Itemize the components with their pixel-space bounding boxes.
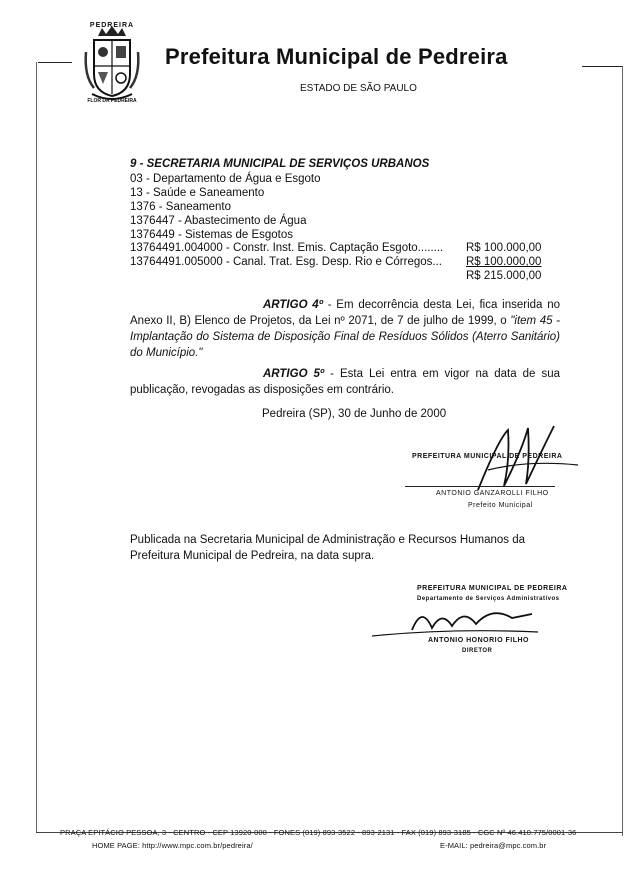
crest-top-text: PEDREIRA bbox=[89, 22, 135, 29]
budget-item-amount: R$ 100.000,00 bbox=[466, 256, 542, 268]
mayor-name: ANTONIO GANZAROLLI FILHO bbox=[436, 490, 549, 497]
header-rule-left bbox=[38, 62, 72, 63]
footer-email: E-MAIL: pedreira@mpc.com.br bbox=[440, 841, 547, 850]
footer-address: PRAÇA EPITÁCIO PESSOA, 3 - CENTRO - CEP 13920-000 - FONES (019) 893-3522 - 893-2131 - FAX (019) 893-3185 - CGC Nº 46.410.775/0001-36 bbox=[60, 828, 577, 837]
artigo-4-quote: "item 45 - Implantação do Sistema de Disposição Final de Resíduos Sólidos (Aterro Sanitário) do Município." bbox=[130, 315, 560, 359]
section-title: 9 - SECRETARIA MUNICIPAL DE SERVIÇOS URBANOS bbox=[130, 158, 430, 170]
director-role: DIRETOR bbox=[462, 648, 493, 654]
artigo-4-label: ARTIGO 4º bbox=[263, 299, 323, 311]
right-margin-line bbox=[622, 66, 623, 836]
budget-total: R$ 215.000,00 bbox=[466, 270, 542, 282]
municipal-crest bbox=[80, 22, 144, 108]
director-name: ANTONIO HONORIO FILHO bbox=[428, 637, 529, 644]
budget-item-amount: R$ 100.000,00 bbox=[466, 242, 542, 254]
mayor-role: Prefeito Municipal bbox=[468, 502, 533, 509]
section-line: 1376449 - Sistemas de Esgotos bbox=[130, 229, 294, 241]
budget-item-label: 13764491.004000 - Constr. Inst. Emis. Captação Esgoto........ bbox=[130, 242, 444, 254]
section-line: 03 - Departamento de Água e Esgoto bbox=[130, 173, 321, 185]
date-line: Pedreira (SP), 30 de Junho de 2000 bbox=[262, 408, 447, 420]
director-stamp: PREFEITURA MUNICIPAL DE PEDREIRA bbox=[417, 585, 568, 592]
page-subtitle: ESTADO DE SÃO PAULO bbox=[300, 83, 417, 94]
crest-bottom-text: FLOR DA PEDREIRA bbox=[87, 98, 137, 104]
director-department: Departamento de Serviços Administrativos bbox=[417, 596, 560, 602]
publication-note: Publicada na Secretaria Municipal de Administração e Recursos Humanos da Prefeitura Municipal de Pedreira, na data supra. bbox=[130, 534, 526, 562]
artigo-4-paragraph bbox=[130, 297, 560, 361]
header-rule-right bbox=[582, 66, 622, 67]
artigo-5-label: ARTIGO 5º bbox=[263, 368, 325, 380]
page-title: Prefeitura Municipal de Pedreira bbox=[165, 44, 508, 69]
left-margin-line bbox=[36, 62, 37, 832]
mayor-signature-line bbox=[405, 486, 555, 487]
section-line: 1376 - Saneamento bbox=[130, 201, 232, 213]
budget-item-label: 13764491.005000 - Canal. Trat. Esg. Desp. Rio e Córregos... bbox=[130, 256, 442, 268]
footer-homepage: HOME PAGE: http://www.mpc.com.br/pedreira/ bbox=[92, 841, 253, 850]
artigo-5-paragraph bbox=[130, 366, 560, 398]
section-line: 13 - Saúde e Saneamento bbox=[130, 187, 265, 199]
artigo-5-text: - Esta Lei entra em vigor na data de sua publicação, revogadas as disposições em contrário. bbox=[130, 368, 560, 396]
mayor-stamp: PREFEITURA MUNICIPAL DE PEDREIRA bbox=[412, 453, 563, 460]
mayor-signature bbox=[468, 420, 588, 500]
section-line: 1376447 - Abastecimento de Água bbox=[130, 215, 307, 227]
artigo-4-text: - Em decorrência desta Lei, fica inserida no Anexo II, B) Elenco de Projetos, da Lei nº 2071, de 7 de julho de 1999, o bbox=[130, 299, 560, 327]
crest-emblem bbox=[80, 22, 144, 108]
